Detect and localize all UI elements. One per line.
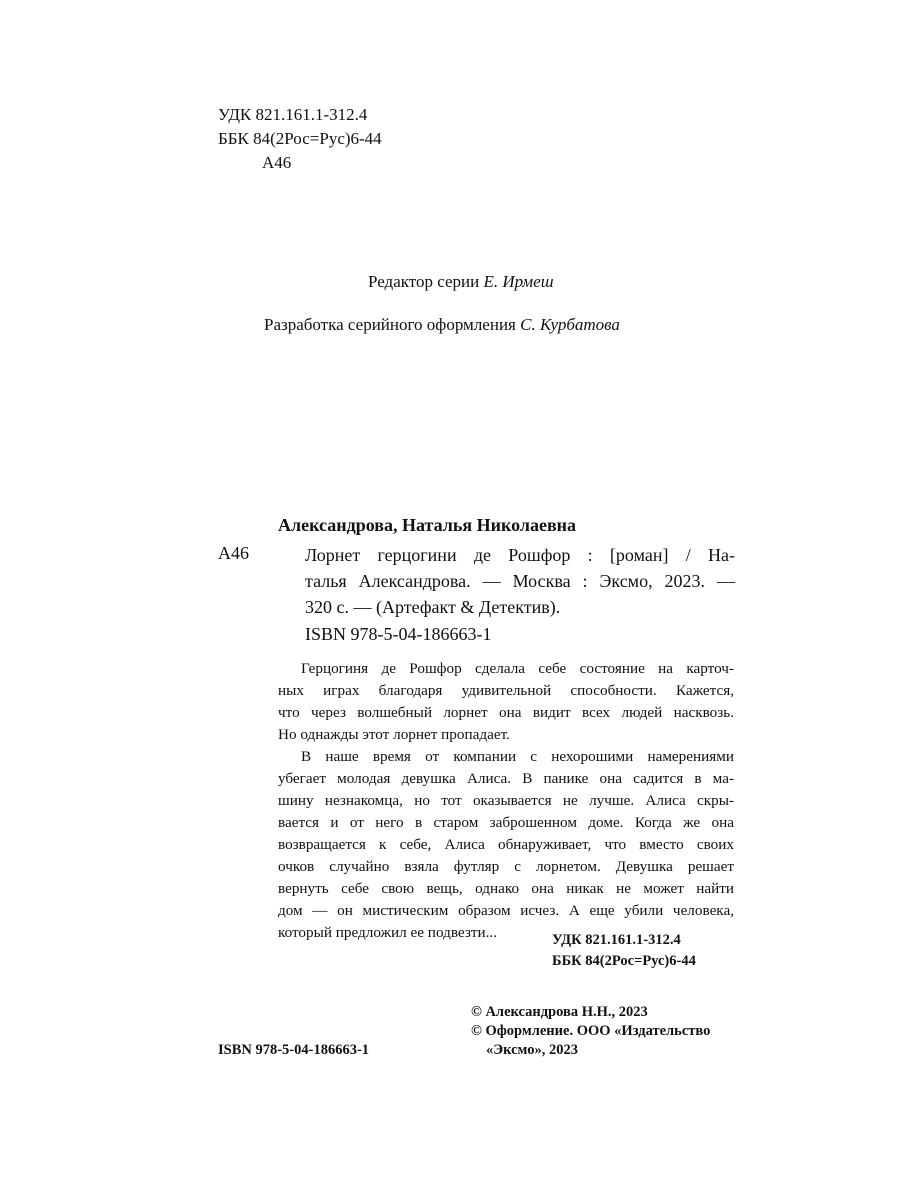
- annotation-line: вернуть себе свою вещь, однако она никак не может найти: [278, 880, 734, 897]
- annotation-line: убегает молодая девушка Алиса. В панике она садится в ма-: [278, 770, 734, 787]
- annotation-line: ных играх благодаря удивительной способности. Кажется,: [278, 682, 734, 699]
- bibliographic-record: [305, 542, 735, 620]
- copyright-block: [471, 1003, 710, 1060]
- record-isbn: ISBN 978-5-04-186663-1: [305, 624, 492, 644]
- bottom-udk-code: УДК 821.161.1-312.4: [552, 932, 681, 948]
- annotation-line: возвращается к себе, Алиса обнаруживает, что вместо своих: [278, 836, 734, 853]
- series-editor-label: Редактор серии: [368, 272, 480, 291]
- annotation-paragraph: [278, 658, 734, 746]
- annotation-line: Но однажды этот лорнет пропадает.: [278, 726, 510, 743]
- record-line: талья Александрова. — Москва : Эксмо, 2023. —: [305, 571, 735, 591]
- record-line: 320 с. — (Артефакт & Детектив).: [305, 597, 561, 617]
- annotation-line: шину незнакомца, но тот оказывается не лучше. Алиса скры-: [278, 792, 734, 809]
- annotation-line: Герцогиня де Рошфор сделала себе состояние на карточ-: [301, 660, 734, 677]
- series-editor-name: Е. Ирмеш: [483, 272, 554, 291]
- annotation-line: дом — он мистическим образом исчез. А еще убили человека,: [278, 902, 734, 919]
- annotation-line: очков случайно взяла футляр с лорнетом. Девушка решает: [278, 858, 734, 875]
- series-editor-credit: [368, 272, 554, 292]
- design-credit: [264, 315, 620, 335]
- annotation-line: вается и от него в старом заброшенном доме. Когда же она: [278, 814, 734, 831]
- record-index-code: А46: [218, 543, 249, 563]
- author-index-code: А46: [262, 153, 292, 172]
- design-credit-label: Разработка серийного оформления: [264, 315, 516, 334]
- annotation-line: В наше время от компании с нехорошими намерениями: [301, 748, 734, 765]
- annotation-line: который предложил ее подвезти...: [278, 924, 497, 941]
- bbk-code: ББК 84(2Рос=Рус)6-44: [218, 129, 382, 148]
- copyright-design-continued: «Эксмо», 2023: [486, 1042, 578, 1058]
- bottom-isbn: ISBN 978-5-04-186663-1: [218, 1042, 370, 1058]
- record-line: Лорнет герцогини де Рошфор : [роман] / На-: [305, 545, 735, 565]
- annotation-line: что через волшебный лорнет она видит всех людей насквозь.: [278, 704, 734, 721]
- bottom-bbk-code: ББК 84(2Рос=Рус)6-44: [552, 953, 696, 969]
- annotation-paragraph: [278, 746, 734, 944]
- bottom-classification: [552, 930, 696, 972]
- classification-block: [218, 103, 382, 175]
- annotation: [278, 658, 734, 944]
- udk-code: УДК 821.161.1-312.4: [218, 105, 368, 124]
- copyright-design: © Оформление. ООО «Издательство: [471, 1023, 711, 1039]
- record-author: Александрова, Наталья Николаевна: [278, 515, 577, 535]
- copyright-author: © Александрова Н.Н., 2023: [471, 1004, 648, 1020]
- design-credit-name: С. Курбатова: [520, 315, 620, 334]
